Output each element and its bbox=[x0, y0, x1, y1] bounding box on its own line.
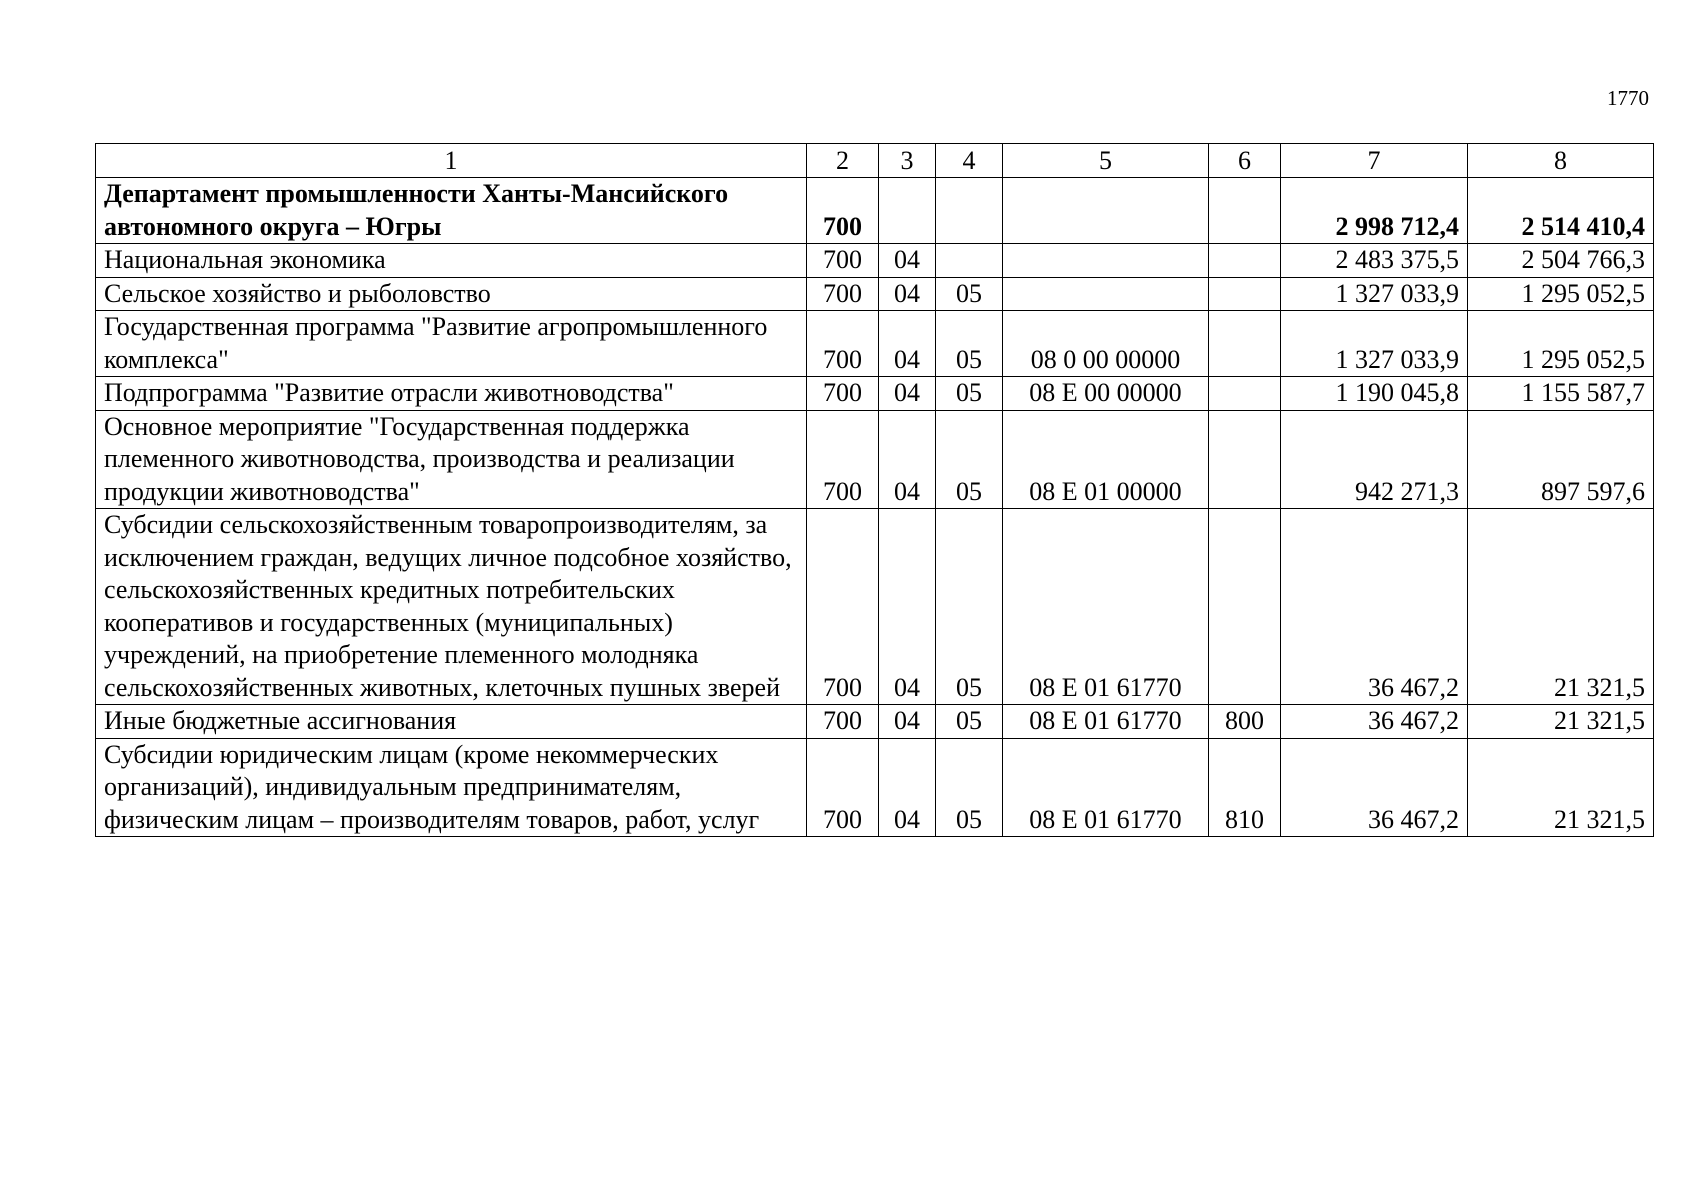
cell-col4: 05 bbox=[936, 311, 1003, 377]
column-header: 6 bbox=[1209, 144, 1281, 178]
row-name: Государственная программа "Развитие агропромышленного комплекса" bbox=[96, 311, 807, 377]
cell-col8: 21 321,5 bbox=[1468, 738, 1654, 837]
cell-col5: 08 Е 01 00000 bbox=[1003, 410, 1209, 509]
cell-col7: 1 190 045,8 bbox=[1281, 377, 1468, 411]
row-name: Сельское хозяйство и рыболовство bbox=[96, 277, 807, 311]
cell-col8: 897 597,6 bbox=[1468, 410, 1654, 509]
table-row bbox=[96, 738, 1654, 837]
column-header: 3 bbox=[879, 144, 936, 178]
table-row bbox=[96, 705, 1654, 739]
cell-col4: 05 bbox=[936, 509, 1003, 705]
cell-col8: 1 295 052,5 bbox=[1468, 277, 1654, 311]
cell-col6 bbox=[1209, 311, 1281, 377]
table-row bbox=[96, 509, 1654, 705]
table-row bbox=[96, 178, 1654, 244]
cell-col7: 1 327 033,9 bbox=[1281, 277, 1468, 311]
budget-table bbox=[95, 143, 1654, 837]
row-name: Субсидии сельскохозяйственным товаропроизводителям, за исключением граждан, ведущих личное подсобное хозяйство, сельскохозяйственных кредитных потребительских кооперативов и государственных (муниципальных) учреждений, на приобретение племенного молодняка сельскохозяйственных животных, клеточных пушных зверей bbox=[96, 509, 807, 705]
cell-col5 bbox=[1003, 244, 1209, 278]
cell-col3: 04 bbox=[879, 705, 936, 739]
cell-col2: 700 bbox=[807, 738, 879, 837]
cell-col6 bbox=[1209, 410, 1281, 509]
cell-col3 bbox=[879, 178, 936, 244]
cell-col6 bbox=[1209, 277, 1281, 311]
cell-col4: 05 bbox=[936, 738, 1003, 837]
page-number: 1770 bbox=[1607, 86, 1649, 110]
column-header: 5 bbox=[1003, 144, 1209, 178]
cell-col3: 04 bbox=[879, 377, 936, 411]
cell-col2: 700 bbox=[807, 178, 879, 244]
cell-col6: 800 bbox=[1209, 705, 1281, 739]
cell-col8: 1 295 052,5 bbox=[1468, 311, 1654, 377]
cell-col8: 2 504 766,3 bbox=[1468, 244, 1654, 278]
cell-col8: 2 514 410,4 bbox=[1468, 178, 1654, 244]
cell-col2: 700 bbox=[807, 410, 879, 509]
cell-col6 bbox=[1209, 377, 1281, 411]
cell-col7: 36 467,2 bbox=[1281, 738, 1468, 837]
cell-col6 bbox=[1209, 244, 1281, 278]
cell-col7: 1 327 033,9 bbox=[1281, 311, 1468, 377]
cell-col5 bbox=[1003, 178, 1209, 244]
cell-col4: 05 bbox=[936, 705, 1003, 739]
cell-col5: 08 Е 01 61770 bbox=[1003, 738, 1209, 837]
table-row bbox=[96, 277, 1654, 311]
row-name: Подпрограмма "Развитие отрасли животноводства" bbox=[96, 377, 807, 411]
cell-col3: 04 bbox=[879, 738, 936, 837]
column-header: 2 bbox=[807, 144, 879, 178]
table-row bbox=[96, 244, 1654, 278]
table-row bbox=[96, 410, 1654, 509]
column-header: 8 bbox=[1468, 144, 1654, 178]
cell-col8: 21 321,5 bbox=[1468, 705, 1654, 739]
cell-col6 bbox=[1209, 509, 1281, 705]
cell-col4: 05 bbox=[936, 377, 1003, 411]
cell-col5: 08 Е 01 61770 bbox=[1003, 705, 1209, 739]
cell-col8: 1 155 587,7 bbox=[1468, 377, 1654, 411]
cell-col5: 08 0 00 00000 bbox=[1003, 311, 1209, 377]
cell-col6 bbox=[1209, 178, 1281, 244]
cell-col3: 04 bbox=[879, 277, 936, 311]
cell-col8: 21 321,5 bbox=[1468, 509, 1654, 705]
cell-col4: 05 bbox=[936, 410, 1003, 509]
cell-col2: 700 bbox=[807, 244, 879, 278]
cell-col5: 08 Е 00 00000 bbox=[1003, 377, 1209, 411]
row-name: Субсидии юридическим лицам (кроме некоммерческих организаций), индивидуальным предпринимателям, физическим лицам – производителям товаров, работ, услуг bbox=[96, 738, 807, 837]
cell-col2: 700 bbox=[807, 277, 879, 311]
cell-col2: 700 bbox=[807, 509, 879, 705]
row-name: Иные бюджетные ассигнования bbox=[96, 705, 807, 739]
cell-col2: 700 bbox=[807, 377, 879, 411]
cell-col4: 05 bbox=[936, 277, 1003, 311]
cell-col5: 08 Е 01 61770 bbox=[1003, 509, 1209, 705]
row-name: Департамент промышленности Ханты-Мансийского автономного округа – Югры bbox=[96, 178, 807, 244]
cell-col6: 810 bbox=[1209, 738, 1281, 837]
table-header-row bbox=[96, 144, 1654, 178]
cell-col7: 942 271,3 bbox=[1281, 410, 1468, 509]
cell-col4 bbox=[936, 178, 1003, 244]
table-row bbox=[96, 311, 1654, 377]
column-header: 4 bbox=[936, 144, 1003, 178]
column-header: 1 bbox=[96, 144, 807, 178]
cell-col2: 700 bbox=[807, 311, 879, 377]
cell-col3: 04 bbox=[879, 410, 936, 509]
cell-col4 bbox=[936, 244, 1003, 278]
cell-col7: 2 998 712,4 bbox=[1281, 178, 1468, 244]
row-name: Национальная экономика bbox=[96, 244, 807, 278]
cell-col7: 36 467,2 bbox=[1281, 705, 1468, 739]
cell-col7: 2 483 375,5 bbox=[1281, 244, 1468, 278]
cell-col7: 36 467,2 bbox=[1281, 509, 1468, 705]
cell-col3: 04 bbox=[879, 509, 936, 705]
row-name: Основное мероприятие "Государственная поддержка племенного животноводства, производства и реализации продукции животноводства" bbox=[96, 410, 807, 509]
cell-col3: 04 bbox=[879, 244, 936, 278]
cell-col5 bbox=[1003, 277, 1209, 311]
cell-col3: 04 bbox=[879, 311, 936, 377]
cell-col2: 700 bbox=[807, 705, 879, 739]
table-row bbox=[96, 377, 1654, 411]
column-header: 7 bbox=[1281, 144, 1468, 178]
